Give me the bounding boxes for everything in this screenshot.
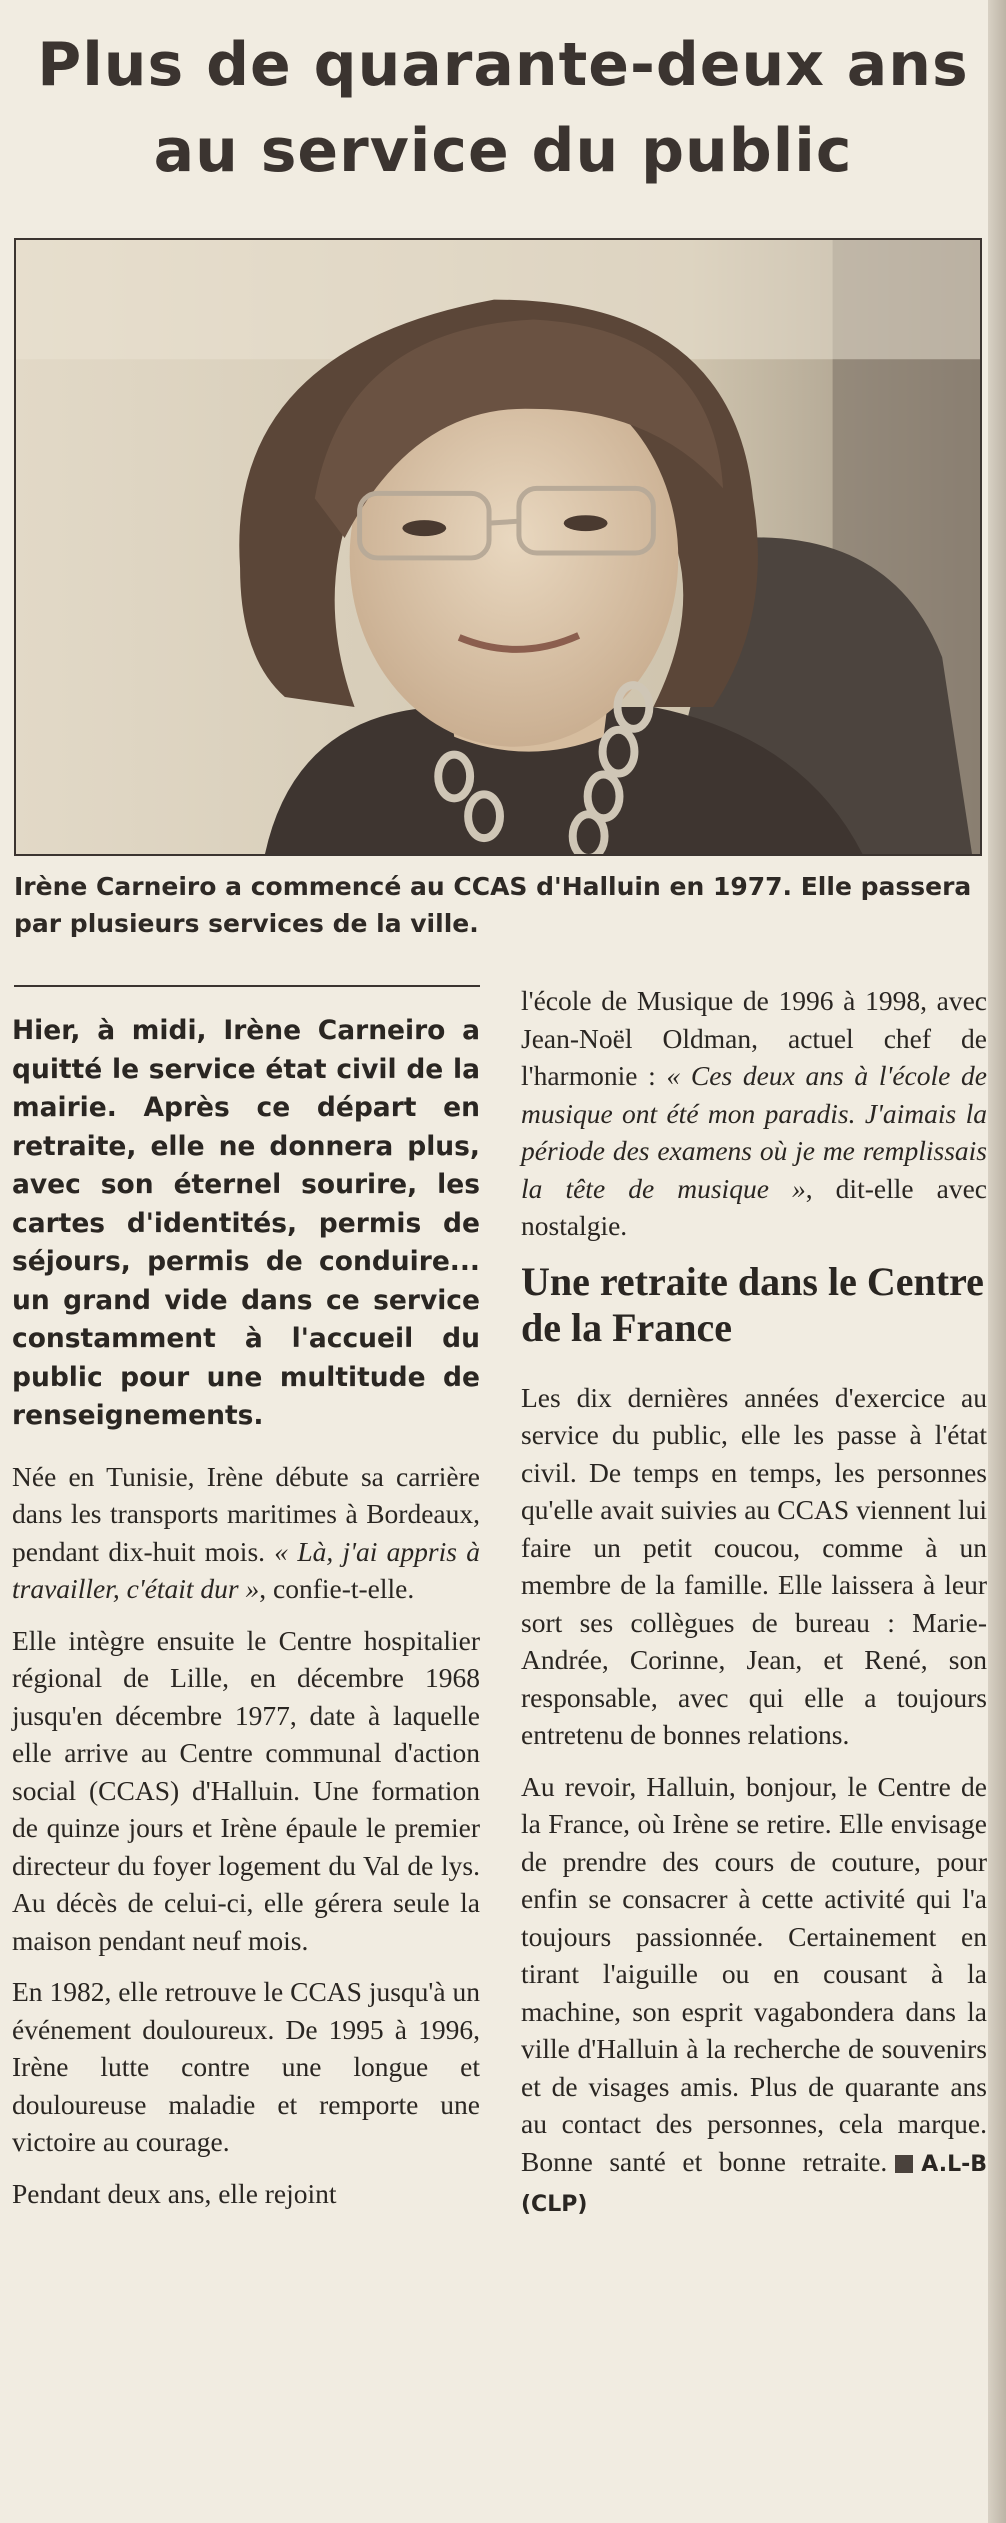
page-fold-edge	[988, 0, 1006, 2523]
paragraph-6	[521, 1768, 987, 2224]
end-of-article-mark	[895, 2155, 913, 2173]
article-lead: Hier, à midi, Irène Carneiro a quitté le service état civil de la mairie. Après ce départ en retraite, elle ne donnera plus, avec son éternel sourire, les cartes d'identités, permis de séjours, permis de conduire... un grand vide dans ce service constamment à l'accueil du public pour une multitude de renseignements.	[12, 1015, 480, 1431]
paragraph-1-quote: « Là, j'ai appris à travailler, c'était dur »	[12, 1535, 480, 1604]
paragraph-4-end: , dit-elle avec nostalgie.	[521, 1172, 987, 1241]
article-column-right	[521, 982, 987, 2238]
paragraph-2: Elle intègre ensuite le Centre hospitalier régional de Lille, en décembre 1968 jusqu'en décembre 1977, date à laquelle elle arrive au Centre communal d'action social (CCAS) d'Halluin. Une formation de quinze jours et Irène épaule le premier directeur du foyer logement du Val de lys. Au décès de celui-ci, elle gérera seule la maison pendant neuf mois.	[12, 1624, 480, 1956]
article-headline	[0, 22, 1006, 194]
author-signature: A.L-B (CLP)	[521, 2151, 987, 2217]
article-column-left	[12, 1012, 480, 2226]
paragraph-4-quote: « Ces deux ans à l'école de musique ont été mon paradis. J'aimais la période des examens où je me remplissais la tête de musique »	[521, 1060, 987, 1204]
paragraph-1	[12, 1458, 480, 1608]
paragraph-3: En 1982, elle retrouve le CCAS jusqu'à un événement douloureux. De 1995 à 1996, Irène lutte contre une longue et douloureuse maladie et remporte une victoire au courage.	[12, 1976, 480, 2157]
portrait-illustration	[16, 240, 980, 854]
paragraph-1-end: , confie-t-elle.	[259, 1573, 415, 1604]
headline-line-2: au service du public	[153, 116, 853, 186]
paragraph-5: Les dix dernières années d'exercice au service du public, elle les passe à l'état civil. De temps en temps, les personnes qu'elle avait suivies au CCAS viennent lui faire un petit coucou, comme à un membre de la famille. Elle laissera à leur sort ses collègues de bureau : Marie-Andrée, Corinne, Jean, et René, son responsable, avec qui elle a toujours entretenu de bonnes relations.	[521, 1381, 987, 1750]
paragraph-1-text: Née en Tunisie, Irène débute sa carrière dans les transports maritimes à Bordeaux, pendant dix-huit mois.	[12, 1460, 480, 1567]
paragraph-4-start: Pendant deux ans, elle rejoint	[12, 2177, 337, 2209]
portrait-photo	[14, 238, 982, 856]
headline-line-1: Plus de quarante-deux ans	[37, 30, 969, 100]
column-divider-rule	[14, 985, 480, 987]
photo-caption: Irène Carneiro a commencé au CCAS d'Halluin en 1977. Elle passera par plusieurs services de la ville.	[14, 872, 972, 938]
paragraph-4-text: l'école de Musique de 1996 à 1998, avec Jean-Noël Oldman, actuel chef de l'harmonie :	[521, 985, 987, 1091]
article-subheading: Une retraite dans le Centre de la France	[521, 1258, 984, 1350]
paragraph-4-continued	[521, 982, 987, 1245]
paragraph-6-text: Au revoir, Halluin, bonjour, le Centre de la France, où Irène se retire. Elle envisage de prendre des cours de couture, pour enfin se consacrer à cette activité qui l'a toujours passionnée. Certainement en tirant l'aiguille ou en cousant à la machine, son esprit vagabondera dans la ville d'Halluin à la recherche de souvenirs et de visages amis. Plus de quarante ans au contact des personnes, cela marque. Bonne santé et bonne retraite.	[521, 1770, 987, 2177]
